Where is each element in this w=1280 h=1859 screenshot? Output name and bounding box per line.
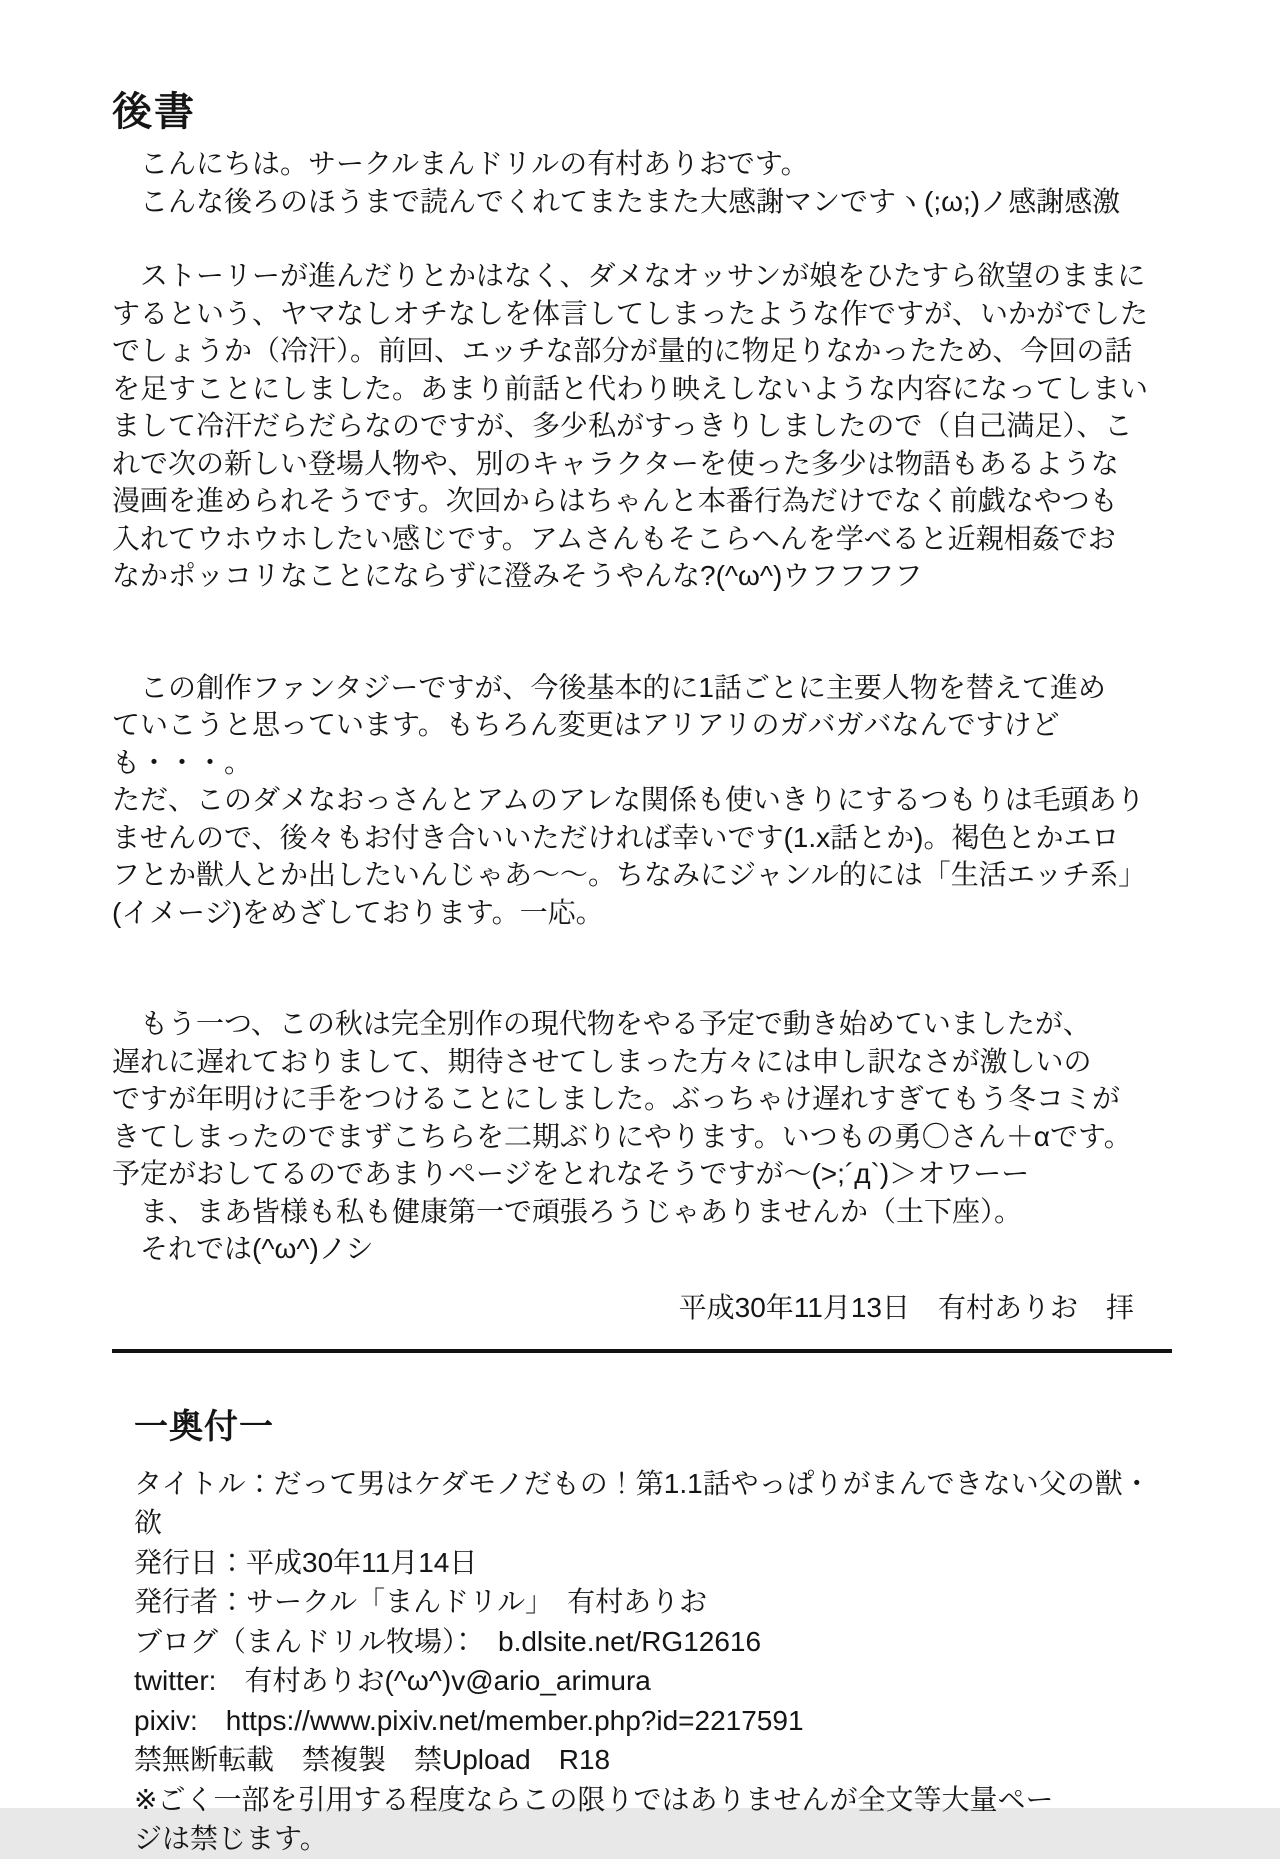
afterword-line: ませんので、後々もお付き合いいただければ幸いです(1.x話とか)。褐色とかエロ bbox=[112, 821, 1120, 853]
afterword-line: フとか獣人とか出したいんじゃあ～～。ちなみにジャンル的には「生活エッチ系」 bbox=[112, 859, 1147, 890]
afterword-line: ただ、このダメなおっさんとアムのアレな関係も使いきりにするつもりは毛頭あり bbox=[112, 784, 1145, 815]
colophon-rights-line: 禁無断転載 禁複製 禁Upload R18 bbox=[134, 1744, 611, 1775]
afterword-line: なかポッコリなことにならずに澄みそうやんな?(^ω^)ウフフフフ bbox=[112, 560, 923, 591]
signature-date-line: 平成30年11月13日 有村ありお 拝 bbox=[678, 1291, 1134, 1323]
colophon-publish-date-line: 発行日：平成30年11月14日 bbox=[134, 1546, 478, 1578]
afterword-line: こんな後ろのほうまで読んでくれてまたまた大感謝マンですヽ(;ω;)ノ感謝感激 bbox=[112, 185, 1121, 217]
afterword-paragraph-greeting bbox=[112, 145, 1172, 220]
afterword-line: 入れてウホウホしたい感じです。アムさんもそこらへんを学べると近親相姦でお bbox=[112, 522, 1116, 554]
afterword-line: こんにちは。サークルまんドリルの有村ありおです。 bbox=[112, 148, 809, 179]
afterword-heading: 後書 bbox=[112, 90, 196, 134]
section-divider bbox=[112, 1349, 1172, 1353]
afterword-line: きてしまったのでまずこちらを二期ぶりにやります。いつもの勇〇さん＋αです。 bbox=[112, 1120, 1132, 1152]
afterword-line: 遅れに遅れておりまして、期待させてしまった方々には申し訳なさが激しいの bbox=[112, 1045, 1092, 1077]
colophon-title-line: タイトル：だって男はケダモノだもの！第1.1話やっぱりがまんできない父の獣・欲 bbox=[134, 1467, 1151, 1538]
afterword-line: もう一つ、この秋は完全別作の現代物をやる予定で動き始めていましたが、 bbox=[112, 1008, 1091, 1039]
afterword-line: を足すことにしました。あまり前話と代わり映えしないような内容になってしまい bbox=[112, 372, 1149, 404]
colophon-twitter-line: twitter: 有村ありお(^ω^)v@ario_arimura bbox=[134, 1665, 651, 1696]
afterword-line: 予定がおしてるのであまりページをとれなそうですが～(>;´д`)＞オワーー bbox=[112, 1158, 1030, 1189]
afterword-line: ていこうと思っています。もちろん変更はアリアリのガバガバなんですけども・・・。 bbox=[112, 709, 1060, 778]
afterword-line: ですが年明けに手をつけることにしました。ぶっちゃけ遅れすぎてもう冬コミが bbox=[112, 1083, 1121, 1114]
afterword-line: まして冷汗だらだらなのですが、多少私がすっきりしましたので（自己満足）、こ bbox=[112, 410, 1133, 441]
colophon-blog-line: ブログ（まんドリル牧場）： b.dlsite.net/RG12616 bbox=[134, 1625, 762, 1657]
afterword-line: れで次の新しい登場人物や、別のキャラクターを使った多少は物語もあるような bbox=[112, 447, 1119, 479]
afterword-line: 漫画を進められそうです。次回からはちゃんと本番行為だけでなく前戯なやつも bbox=[112, 485, 1118, 516]
colophon-note-line: ※ごく一部を引用する程度ならこの限りではありませんが全文等大量ペー bbox=[134, 1783, 1054, 1815]
afterword-line: ま、まあ皆様も私も健康第一で頑張ろうじゃありませんか（土下座）。 bbox=[112, 1195, 1023, 1227]
afterword-paragraph-story bbox=[112, 257, 1172, 595]
afterword-line: するという、ヤマなしオチなしを体言してしまったような作ですが、いかがでした bbox=[112, 297, 1149, 329]
afterword-paragraph-plans bbox=[112, 1005, 1172, 1268]
afterword-line: ストーリーが進んだりとかはなく、ダメなオッサンが娘をひたすら欲望のままに bbox=[112, 260, 1146, 291]
colophon-section bbox=[134, 1464, 1172, 1859]
afterword-line: この創作ファンタジーですが、今後基本的に1話ごとに主要人物を替えて進め bbox=[112, 671, 1106, 703]
colophon-note-line: ジは禁じます。 bbox=[134, 1823, 328, 1854]
colophon-pixiv-line: pixiv: https://www.pixiv.net/member.php?id=2217591 bbox=[134, 1704, 804, 1736]
colophon-heading: 一奥付一 bbox=[134, 1407, 274, 1446]
afterword-line: (イメージ)をめざしております。一応。 bbox=[112, 896, 604, 928]
afterword-paragraph-fantasy bbox=[112, 669, 1172, 932]
afterword-line: それでは(^ω^)ノシ bbox=[112, 1233, 374, 1264]
colophon-publisher-line: 発行者：サークル「まんドリル」 有村ありお bbox=[134, 1586, 708, 1617]
afterword-line: でしょうか（冷汗）。前回、エッチな部分が量的に物足りなかったため、今回の話 bbox=[112, 335, 1133, 366]
